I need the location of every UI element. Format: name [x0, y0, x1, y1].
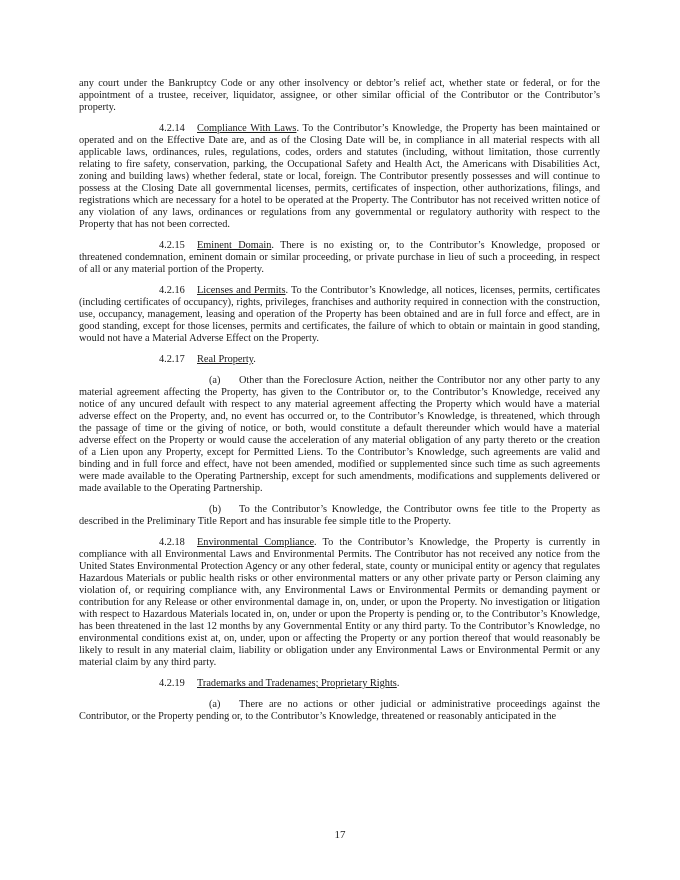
- section-body: . To the Contributor’s Knowledge, all notices, licenses, permits, certificates (including certificates of occupancy), rights, privileges, franchises and authority required in connection with the construction, use, occupancy, management, leasing and operation of the Property has been obtained and are in full force and effect, are in good standing, except for those licenses, permits and certificates, the failure of which to obtain or maintain in good standing, would not have a Material Adverse Effect on the Property.: [79, 285, 600, 344]
- section-4-2-18: [79, 537, 600, 669]
- section-heading-tail: .: [396, 678, 400, 689]
- subsection-label: (a): [209, 375, 221, 386]
- section-heading: Environmental Compliance: [197, 537, 315, 548]
- section-body: . There is no existing or, to the Contributor’s Knowledge, proposed or threatened condemnation, eminent domain or similar proceeding, or private purchase in lieu of such a proceeding, in respect of all or any material portion of the Property.: [79, 240, 600, 275]
- subsection-4-2-19-a: [79, 699, 600, 723]
- section-4-2-15: [79, 240, 600, 276]
- section-4-2-17: [79, 354, 600, 366]
- section-heading: Eminent Domain: [197, 240, 272, 251]
- subsection-body: To the Contributor’s Knowledge, the Contributor owns fee title to the Property as described in the Preliminary Title Report and has insurable fee simple title to the Property.: [79, 504, 600, 527]
- subsection-label: (b): [209, 504, 222, 515]
- section-number: 4.2.16: [159, 285, 185, 296]
- section-heading: Compliance With Laws: [197, 123, 297, 134]
- section-heading: Trademarks and Tradenames; Proprietary Rights: [197, 678, 397, 689]
- section-number: 4.2.17: [159, 354, 185, 365]
- section-4-2-14: [79, 123, 600, 231]
- section-heading: Licenses and Permits: [197, 285, 286, 296]
- document-page: [79, 78, 600, 732]
- section-heading: Real Property: [197, 354, 254, 365]
- subsection-body: Other than the Foreclosure Action, neither the Contributor nor any other party to any material agreement affecting the Property, has given to the Contributor or, to the Contributor’s Knowledge, received any notice of any uncured default with respect to any material agreement affecting the Property which would have a material adverse effect on the Property, and, no event has occurred or, to the Contributor’s Knowledge, is threatened, which through the passage of time or the giving of notice, or both, would constitute a default thereunder which would have a material adverse effect on the Property or would cause the acceleration of any material obligation of any party thereto or the creation of a Lien upon any Property, except for Permitted Liens. To the Contributor’s Knowledge, such agreements are valid and binding and in full force and effect, have not been amended, modified or supplemented since such time as such agreements were made available to the Operating Partnership, except for such amendments, modifications and supplements delivered or made available to the Operating Partnership.: [79, 375, 600, 494]
- section-number: 4.2.15: [159, 240, 185, 251]
- subsection-4-2-17-a: [79, 375, 600, 495]
- section-heading-tail: .: [253, 354, 256, 365]
- section-number: 4.2.19: [159, 678, 185, 689]
- continuation-paragraph: any court under the Bankruptcy Code or any other insolvency or debtor’s relief act, whether state or federal, or for the appointment of a trustee, receiver, liquidator, assignee, or other similar official of the Contributor or the Contributor’s property.: [79, 78, 600, 113]
- section-body: . To the Contributor’s Knowledge, the Property is currently in compliance with all Environmental Laws and Environmental Permits. The Contributor has not received any notice from the United States Environmental Protection Agency or any other federal, state, county or municipal entity or agency that regulates Hazardous Materials or public health risks or other environmental matters or any other private party or Person claiming any violation of, or requiring compliance with, any Environmental Laws or Environmental Permits or demanding payment or contribution for any Release or other environmental damage in, on, under, or upon the Property. No investigation or litigation with respect to Hazardous Materials located in, on, under or upon the Property is pending or, to the Contributor’s Knowledge, has been threatened in the last 12 months by any Governmental Entity or any third party. To the Contributor’s Knowledge, no environmental conditions exist at, on, under, upon or affecting the Property or any portion thereof that would reasonably be likely to result in any material claim, liability or obligation under any Environmental Laws or Environmental Permit or any material claim by any third party.: [79, 537, 600, 668]
- subsection-label: (a): [209, 699, 221, 710]
- subsection-4-2-17-b: [79, 504, 600, 528]
- section-number: 4.2.14: [159, 123, 185, 134]
- section-4-2-16: [79, 285, 600, 345]
- section-body: . To the Contributor’s Knowledge, the Property has been maintained or operated and on the Effective Date are, and as of the Closing Date will be, in compliance in all material respects with all applicable laws, ordinances, rules, regulations, codes, orders and statutes (including, without limitation, those currently relating to fire safety, conservation, parking, the Occupational Safety and Health Act, the Americans with Disabilities Act, zoning and building laws) whether federal, state or local, foreign. The Contributor presently possesses and will continue to possess at the Closing Date all governmental licenses, permits, certificates of inspection, other authorizations, filings, and registrations which are necessary for a hotel to be operated at the Property. The Contributor has not received written notice of any violation of any laws, ordinances or regulations from any governmental or regulatory authority with respect to the Property that has not been corrected.: [79, 123, 600, 230]
- section-number: 4.2.18: [159, 537, 185, 548]
- page-number: 17: [334, 829, 346, 841]
- section-4-2-19: [79, 678, 600, 690]
- subsection-body: There are no actions or other judicial or administrative proceedings against the Contributor, or the Property pending or, to the Contributor’s Knowledge, threatened or reasonably anticipated in the: [79, 699, 600, 722]
